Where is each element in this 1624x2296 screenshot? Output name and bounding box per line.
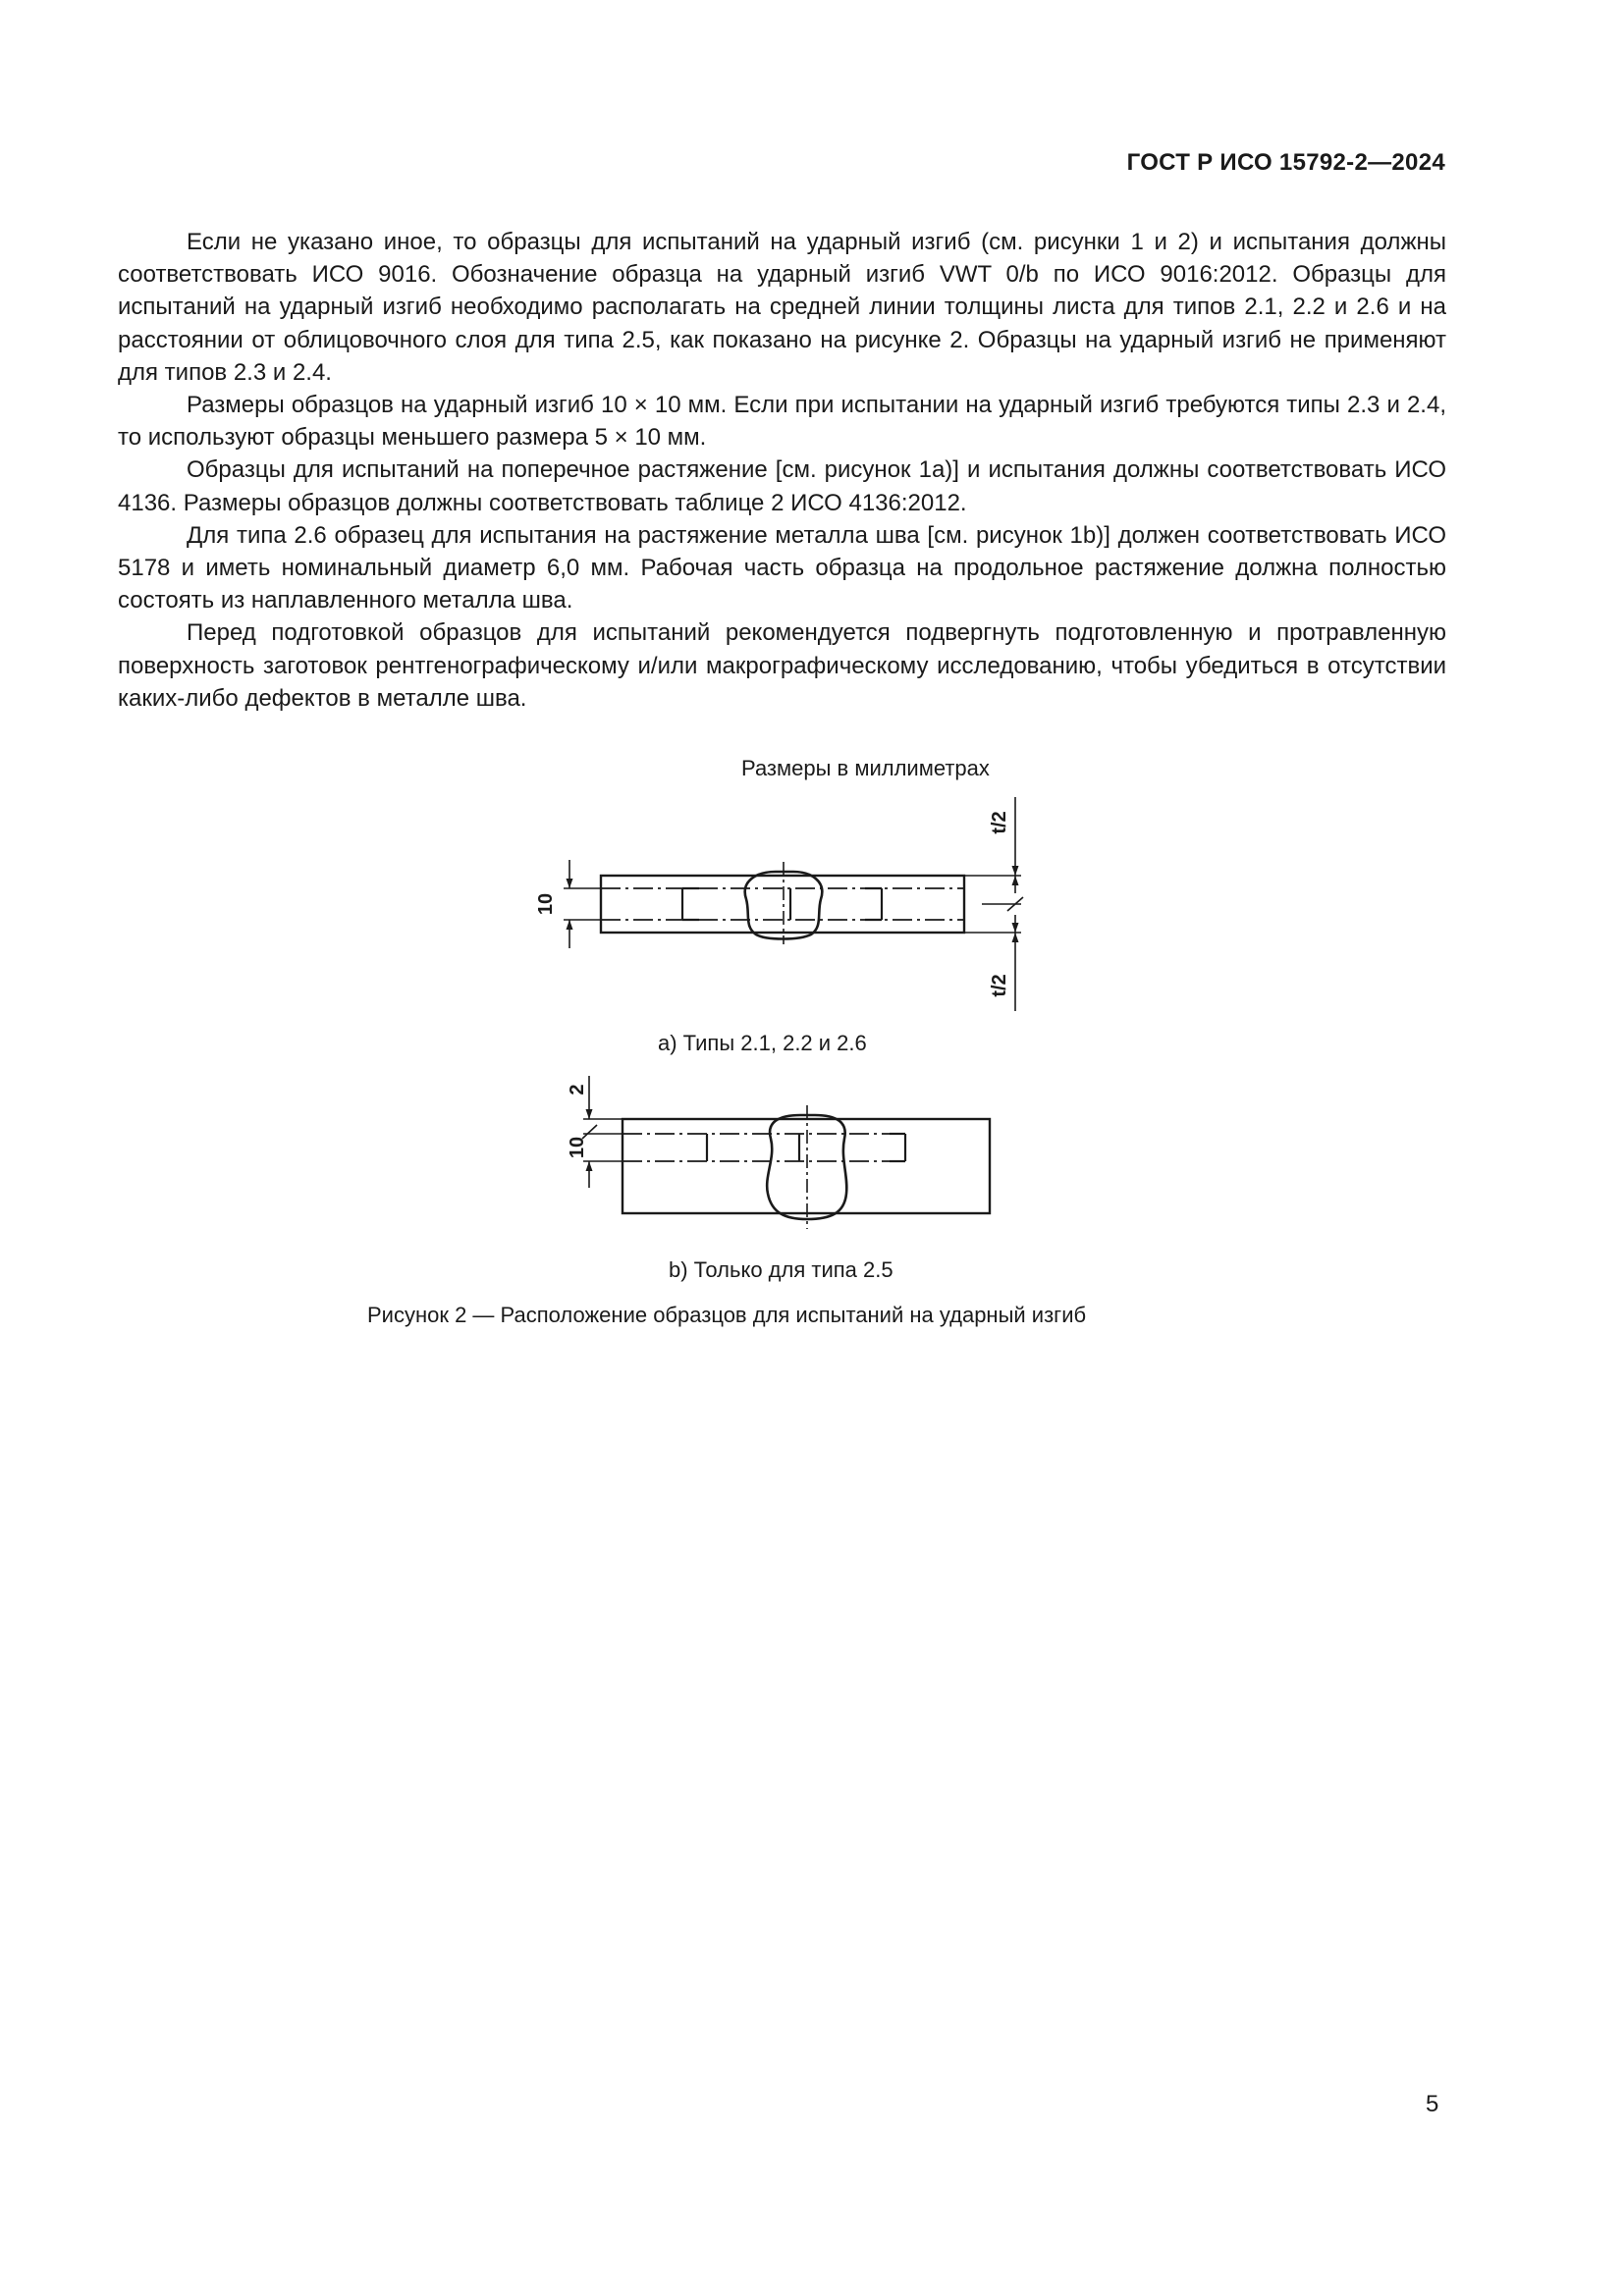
- figure-b-drawing: [582, 1076, 990, 1229]
- specimen-outline: [601, 888, 964, 920]
- figure-caption-b: b) Только для типа 2.5: [669, 1257, 893, 1282]
- dim-label-t2-top: t/2: [989, 811, 1010, 834]
- dim-label-10-b: 10: [567, 1136, 588, 1159]
- paragraph: Для типа 2.6 образец для испытания на растяжение металла шва [см. рисунок 1b)] должен соответствовать ИСО 5178 и иметь номинальный диаметр 6,0 мм. Рабочая часть образца на продольное растяжение должна полностью состоять из наплавленного металла шва.: [118, 521, 1446, 614]
- plate-outline: [623, 1119, 990, 1213]
- specimen-notch-marks: [707, 1134, 905, 1161]
- dim-label-10-a: 10: [535, 892, 557, 916]
- paragraph: Если не указано иное, то образцы для испытаний на ударный изгиб (см. рисунки 1 и 2) и испытания должны соответствовать ИСО 9016. Обозначение образца на ударный изгиб VWT 0/b по ИСО 9016:2012. Образцы для испытаний на ударный изгиб необходимо располагать на средней линии толщины листа для типов 2.1, 2.2 и 2.6 и на расстоянии от облицовочного слоя для типа 2.5, как показано на рисунке 2. Образцы на ударный изгиб не применяют для типов 2.3 и 2.4.: [118, 229, 1446, 386]
- plate-outline: [601, 876, 964, 933]
- paragraph: Перед подготовкой образцов для испытаний рекомендуется подвергнуть подготовленную и протравленную поверхность заготовок рентгенографическому и/или макрографическому исследованию, чтобы убедиться в отсутствии каких-либо дефектов в металле шва.: [118, 619, 1446, 712]
- figure-caption-a: a) Типы 2.1, 2.2 и 2.6: [658, 1031, 867, 1055]
- dim-label-t2-bottom: t/2: [989, 974, 1010, 997]
- page-number: 5: [1426, 2091, 1439, 2117]
- specimen-outline: [623, 1134, 905, 1161]
- dim-label-2-b: 2: [567, 1084, 588, 1095]
- figure-title: Рисунок 2 — Расположение образцов для испытаний на ударный изгиб: [367, 1303, 1087, 1327]
- dimension-10-left: [564, 860, 601, 948]
- dimensions-note: Размеры в миллиметрах: [741, 756, 990, 780]
- paragraph: Образцы для испытаний на поперечное растяжение [см. рисунок 1а)] и испытания должны соответствовать ИСО 4136. Размеры образцов должны соответствовать таблице 2 ИСО 4136:2012.: [118, 456, 1446, 516]
- document-header: ГОСТ Р ИСО 15792-2—2024: [1126, 149, 1445, 176]
- paragraph: Размеры образцов на ударный изгиб 10 × 10 мм. Если при испытании на ударный изгиб требуются типы 2.3 и 2.4, то используют образцы меньшего размера 5 × 10 мм.: [118, 392, 1446, 452]
- figure-a-drawing: [564, 797, 1023, 1011]
- specimen-notch-marks: [682, 888, 882, 920]
- dimension-2-10-left: [582, 1076, 623, 1188]
